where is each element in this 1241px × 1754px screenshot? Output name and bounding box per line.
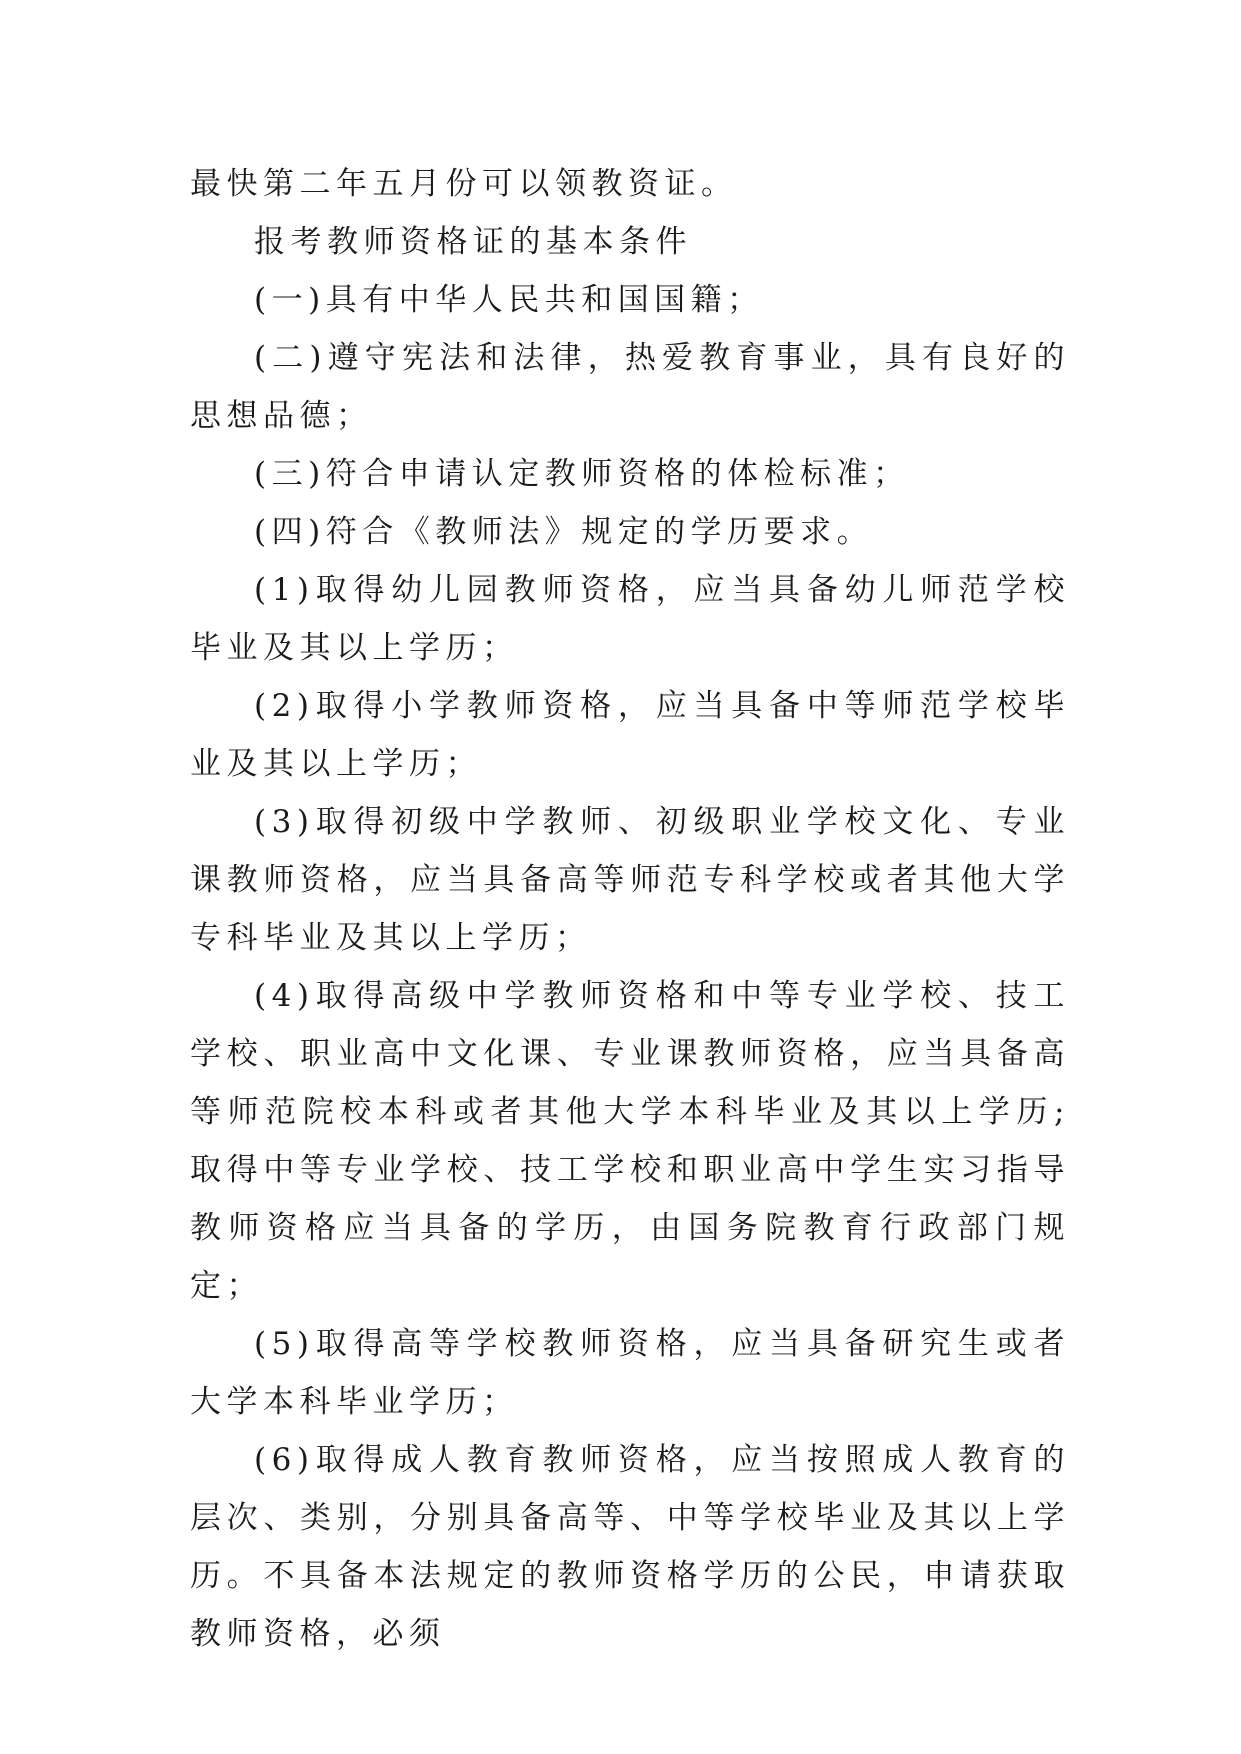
document-body [190,155,1070,1663]
paragraph: (2)取得小学教师资格，应当具备中等师范学校毕业及其以上学历； [190,688,1070,782]
paragraph: (三)符合申请认定教师资格的体检标准； [254,456,910,492]
paragraph-heading: 报考教师资格证的基本条件 [254,224,692,260]
paragraph: (1)取得幼儿园教师资格，应当具备幼儿师范学校毕业及其以上学历； [190,572,1070,666]
paragraph: 最快第二年五月份可以领教资证。 [190,166,738,202]
paragraph: (3)取得初级中学教师、初级职业学校文化、专业课教师资格，应当具备高等师范专科学校或者其他大学专科毕业及其以上学历； [190,804,1070,956]
paragraph: (一)具有中华人民共和国国籍； [254,282,764,318]
paragraph: (4)取得高级中学教师资格和中等专业学校、技工学校、职业高中文化课、专业课教师资格，应当具备高等师范院校本科或者其他大学本科毕业及其以上学历;取得中等专业学校、技工学校和职业高中学生实习指导教师资格应当具备的学历，由国务院教育行政部门规定； [190,978,1070,1304]
paragraph: (5)取得高等学校教师资格，应当具备研究生或者大学本科毕业学历； [190,1326,1070,1420]
paragraph: (二)遵守宪法和法律，热爱教育事业，具有良好的思想品德； [190,340,1070,434]
paragraph: (6)取得成人教育教师资格，应当按照成人教育的层次、类别，分别具备高等、中等学校毕业及其以上学历。不具备本法规定的教师资格学历的公民，申请获取教师资格，必须 [190,1442,1070,1652]
paragraph: (四)符合《教师法》规定的学历要求。 [254,514,874,550]
